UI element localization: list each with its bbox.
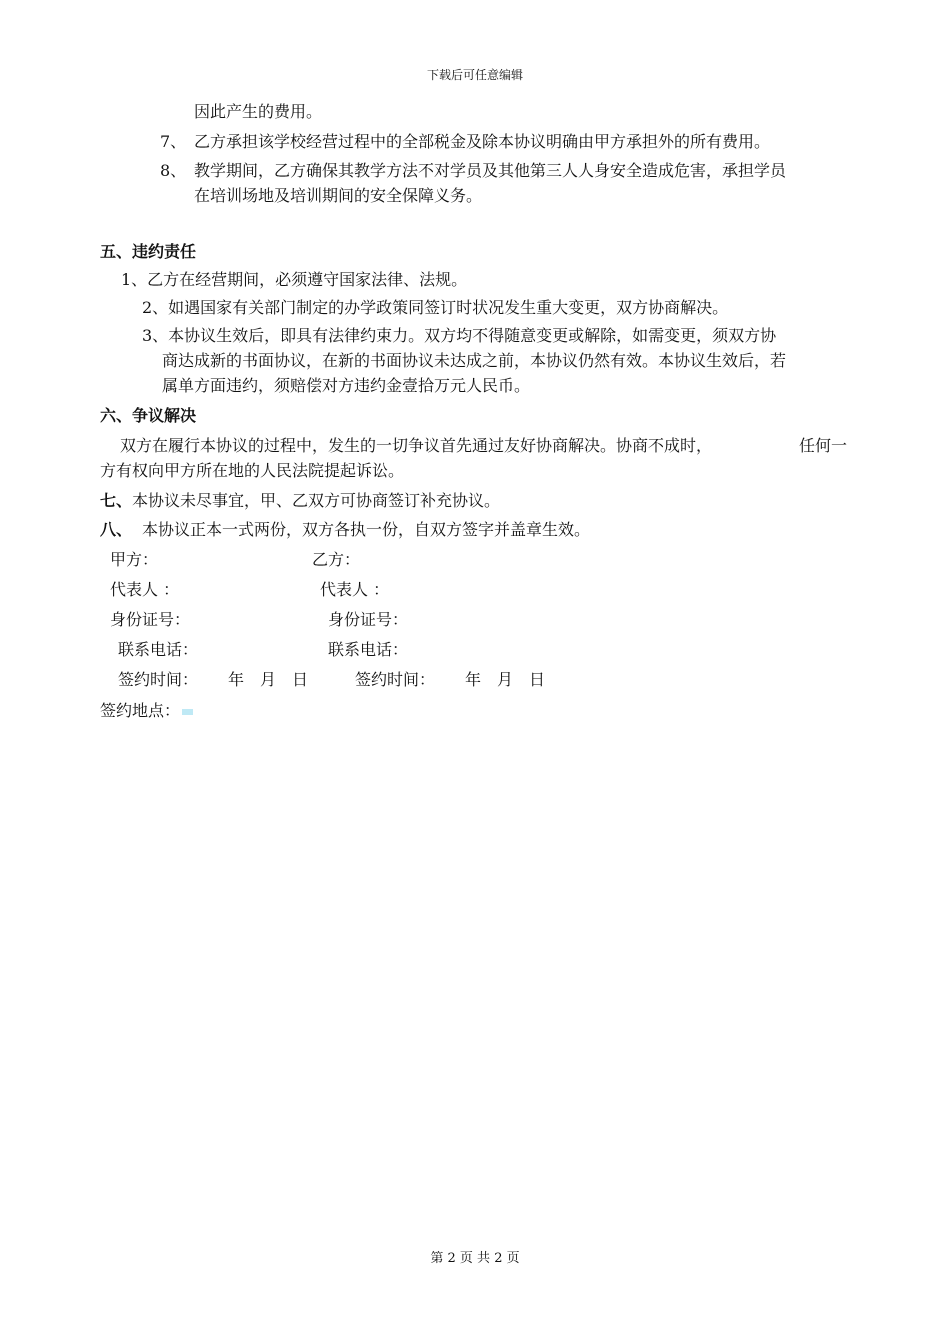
edit-cursor-mark	[182, 709, 193, 715]
clause-6-line2: 方有权向甲方所在地的人民法院提起诉讼。	[100, 461, 405, 480]
section-7-text: 本协议未尽事宜，甲、乙双方可协商签订补充协议。	[132, 491, 501, 510]
item-number: 8、	[160, 161, 187, 180]
page-footer: 第 2 页 共 2 页	[430, 1251, 520, 1266]
phone-a-label: 联系电话：	[118, 640, 199, 659]
item-text: 乙方承担该学校经营过程中的全部税金及除本协议明确由甲方承担外的所有费用。	[194, 132, 771, 151]
list-item-8-line2: 在培训场地及培训期间的安全保障义务。	[194, 186, 483, 205]
section-heading-5: 五、违约责任	[100, 242, 197, 261]
item-text: 教学期间，乙方确保其教学方法不对学员及其他第三人人身安全造成危害，承担学员	[194, 161, 787, 180]
clause-5-3-line1: 3、本协议生效后，即具有法律约束力。双方均不得随意变更或解除，如需变更，须双方协	[142, 326, 777, 345]
party-a-label: 甲方：	[110, 550, 159, 569]
clause-6-line1a: 双方在履行本协议的过程中，发生的一切争议首先通过友好协商解决。协商不成时，	[120, 436, 713, 455]
section-heading-6: 六、争议解决	[100, 406, 197, 425]
section-label-8: 八、	[100, 520, 133, 539]
sign-date-a-value: 年 月 日	[228, 670, 309, 689]
section-7	[100, 489, 500, 513]
representative-a-label: 代表人 ：	[110, 580, 180, 599]
section-8	[100, 518, 590, 542]
sign-place-label: 签约地点：	[100, 701, 181, 720]
representative-b-label: 代表人 ：	[320, 580, 390, 599]
id-number-b-label: 身份证号：	[328, 610, 409, 629]
clause-5-2: 2、如遇国家有关部门制定的办学政策同签订时状况发生重大变更，双方协商解决。	[142, 298, 729, 317]
sign-place	[100, 699, 193, 723]
list-item-7	[160, 130, 770, 154]
sign-date-a-label: 签约时间：	[118, 670, 199, 689]
list-item-8	[160, 159, 786, 183]
clause-5-3-line3: 属单方面违约，须赔偿对方违约金壹拾万元人民币。	[162, 376, 531, 395]
section-8-text: 本协议正本一式两份，双方各执一份，自双方签字并盖章生效。	[142, 520, 591, 539]
clause-6-line1b: 任何一	[799, 436, 848, 455]
sign-date-b-label: 签约时间：	[355, 670, 436, 689]
page-header: 下载后可任意编辑	[426, 68, 523, 82]
item6-continuation: 因此产生的费用。	[194, 102, 323, 121]
id-number-a-label: 身份证号：	[110, 610, 191, 629]
item-number: 7、	[160, 132, 187, 151]
section-label-7: 七、	[100, 491, 133, 510]
sign-date-b-value: 年 月 日	[465, 670, 546, 689]
clause-5-1: 1、乙方在经营期间，必须遵守国家法律、法规。	[121, 270, 468, 289]
clause-5-3-line2: 商达成新的书面协议，在新的书面协议未达成之前，本协议仍然有效。本协议生效后，若	[162, 351, 787, 370]
party-b-label: 乙方：	[312, 550, 361, 569]
phone-b-label: 联系电话：	[328, 640, 409, 659]
